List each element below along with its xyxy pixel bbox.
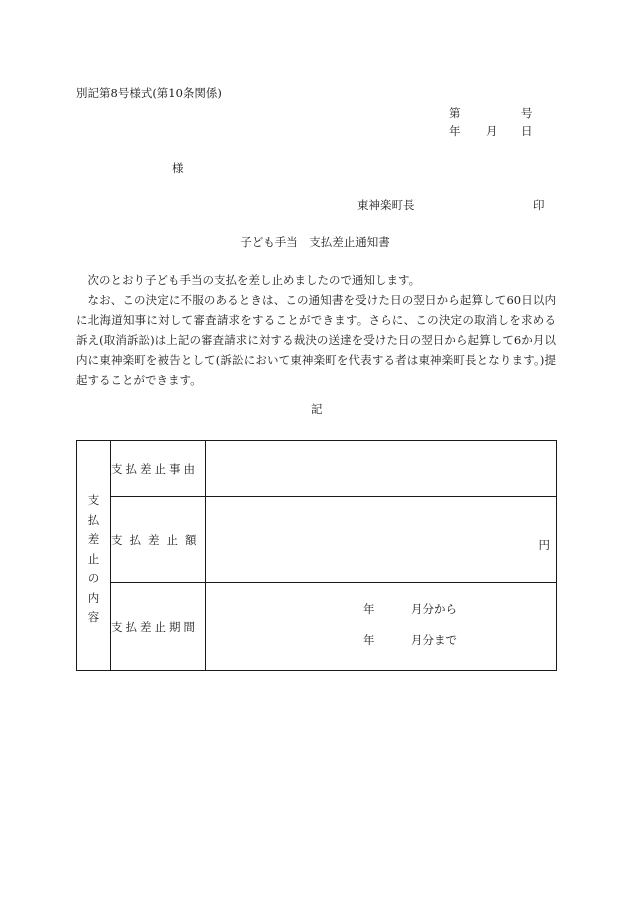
- date-month: 月: [486, 124, 498, 138]
- group-label-char: 払: [87, 512, 100, 527]
- table-row-amount: [77, 497, 557, 583]
- group-label-char: 差: [87, 532, 100, 547]
- group-label-vertical: [77, 437, 110, 674]
- addressee-suffix: 様: [172, 161, 184, 175]
- period-from-text: 月分から: [411, 602, 457, 616]
- group-label-char: 支: [87, 493, 100, 508]
- date-day: 日: [521, 124, 533, 138]
- reason-value-cell[interactable]: [206, 441, 557, 497]
- period-from-year: 年: [363, 602, 375, 616]
- period-value-cell[interactable]: [206, 583, 557, 671]
- group-label-char: の: [87, 571, 100, 586]
- body-paragraph-1: 次のとおり子ども手当の支払を差し止めましたので通知します。: [87, 273, 421, 287]
- table-row-period: [77, 583, 557, 671]
- group-label-char: 止: [87, 551, 100, 566]
- period-to-text: 月分まで: [411, 633, 457, 647]
- ki-heading: 記: [311, 402, 323, 416]
- period-to-year: 年: [363, 633, 375, 647]
- document-title: 子ども手当 支払差止通知書: [240, 235, 390, 249]
- period-label: 支払差止期間: [111, 583, 206, 671]
- reason-label: 支払差止事由: [111, 441, 206, 497]
- amount-value-cell[interactable]: [206, 497, 557, 583]
- body-paragraph-2: なお、この決定に不服のあるときは、この通知書を受けた日の翌日から起算して60日以内に北海道知事に対して審査請求をすることができます。さらに、この決定の取消しを求める訴え(取消訴訟)は上記の審査請求に対する裁決の送達を受けた日の翌日から起算して6か月以内に東神楽町を被告として(訴訟において東神楽町を代表する者は東神楽町長となります。)提起することができます。: [76, 293, 556, 387]
- seal-mark: 印: [533, 198, 545, 212]
- form-id-label: 別記第8号様式(第10条関係): [76, 86, 222, 100]
- group-label-cell: [77, 441, 111, 671]
- table-row-reason: [77, 441, 557, 497]
- issuer-name: 東神楽町長: [357, 198, 415, 212]
- group-label-char: 容: [87, 610, 100, 625]
- number-suffix: 号: [521, 106, 533, 120]
- number-prefix: 第: [449, 106, 461, 120]
- date-year: 年: [449, 124, 461, 138]
- suspension-details-table: [76, 440, 557, 671]
- amount-label: 支払差止額: [111, 497, 206, 583]
- group-label-char: 内: [87, 590, 100, 605]
- amount-unit: 円: [538, 538, 550, 552]
